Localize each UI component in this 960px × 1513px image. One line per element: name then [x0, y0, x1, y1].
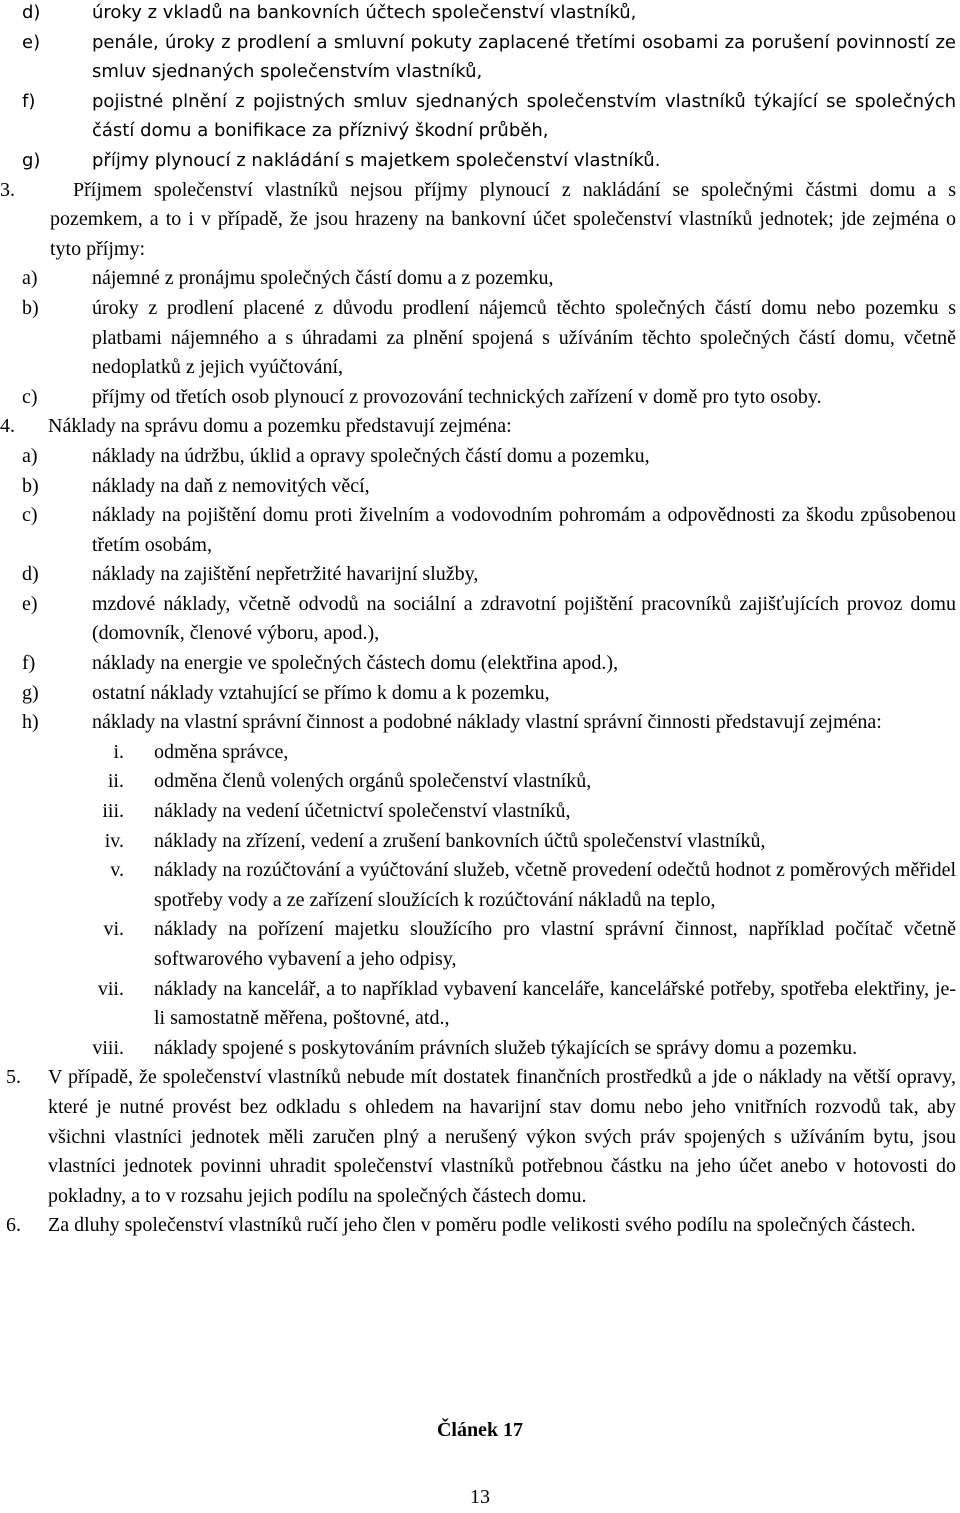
sublist-label: ii. [107, 770, 124, 793]
list-item [22, 383, 956, 413]
sublist-label: i. [113, 740, 124, 763]
sublist-label: iv. [104, 829, 124, 852]
list-label: b) [22, 296, 39, 319]
list-item [22, 649, 956, 679]
list-label: c) [22, 504, 38, 527]
roman-sublist [0, 738, 960, 1064]
section-paragraph [0, 412, 956, 442]
list-label: d) [22, 563, 39, 586]
sublist-label: iii. [102, 800, 124, 823]
list-item [22, 501, 956, 560]
section-2-list [0, 0, 960, 176]
sublist-text: odměna správce, [154, 740, 289, 763]
list-label: a) [22, 444, 38, 467]
list-text: příjmy od třetích osob plynoucí z provozování technických zařízení v domě pro tyto osoby. [92, 385, 822, 408]
sublist-text: náklady na zřízení, vedení a zrušení bankovních účtů společenství vlastníků, [154, 829, 766, 852]
list-text: penále, úroky z prodlení a smluvní pokuty zaplacené třetími osobami za porušení povinností ze smluv sjednaných společenstvím vlastníků, [92, 31, 956, 83]
list-label: e) [22, 31, 41, 53]
sublist-label: vi. [103, 918, 124, 941]
list-item [22, 590, 956, 649]
section-5 [0, 1063, 956, 1211]
sublist-text: náklady na pořízení majetku sloužícího pro vlastní správní činnost, například počítač včetně softwarového vybavení a jeho odpisy, [154, 918, 956, 970]
list-label: g) [22, 681, 39, 704]
sublist-label: viii. [92, 1036, 124, 1059]
list-text: náklady na energie ve společných částech domu (elektřina apod.), [92, 652, 619, 675]
list-item [22, 442, 956, 472]
sublist-item [103, 915, 956, 974]
list-label: c) [22, 385, 38, 408]
list-label: e) [22, 592, 38, 615]
sublist-label: v. [110, 859, 124, 882]
sublist-item [97, 975, 956, 1034]
section-text: Za dluhy společenství vlastníků ručí jeho člen v poměru podle velikosti svého podílu na společných částech. [48, 1214, 916, 1237]
sublist-item [113, 738, 956, 768]
section-4 [0, 412, 960, 1063]
list-label: f) [22, 90, 36, 112]
section-number: 4. [0, 415, 15, 438]
sublist-text: náklady na kancelář, a to například vybavení kanceláře, kancelářské potřeby, spotřeba elektřiny, je-li samostatně měřena, poštovné, atd., [154, 977, 956, 1030]
sublist-label: vii. [97, 977, 124, 1000]
page-number: 13 [470, 1486, 490, 1508]
article-heading: Článek 17 [436, 1419, 524, 1441]
list-text: mzdové náklady, včetně odvodů na sociální a zdravotní pojištění pracovníků zajišťujících provoz domu (domovník, členové výboru, apod.), [92, 592, 956, 645]
list-label: a) [22, 267, 38, 290]
sublist-text: náklady spojené s poskytováním právních služeb týkajících se správy domu a pozemku. [154, 1036, 858, 1059]
list-item [22, 264, 956, 294]
list-item [22, 294, 956, 383]
list-text: nájemné z pronájmu společných částí domu a z pozemku, [92, 267, 554, 290]
sublist-text: odměna členů volených orgánů společenství vlastníků, [154, 770, 592, 793]
list-label: g) [22, 149, 41, 171]
sublist-item [102, 797, 956, 827]
sublist-item [104, 827, 956, 857]
section-text: V případě, že společenství vlastníků nebude mít dostatek finančních prostředků a jde o náklady na větší opravy, které je nutné provést bez odkladu s ohledem na havarijní stav domu nebo jeho vnitřních rozvodů tak, aby všichni vlastníci jednotek měli zaručen plný a nerušený výkon svých práv spojených s užíváním bytu, jsou vlastníci jednotek povinni uhradit společenství vlastníků potřebnou částku na jeho účet anebo v hotovosti do pokladny, a to v rozsahu jejich podílu na společných částech domu. [48, 1066, 956, 1207]
sublist-text: náklady na vedení účetnictví společenství vlastníků, [154, 800, 571, 823]
sublist-item [92, 1034, 956, 1064]
list-text: ostatní náklady vztahující se přímo k domu a k pozemku, [92, 681, 550, 704]
list-item [22, 146, 956, 176]
section-text: Příjmem společenství vlastníků nejsou příjmy plynoucí z nakládání se společnými částmi domu a s pozemkem, a to i v případě, že jsou hrazeny na bankovní účet společenství vlastníků jednotek; jde zejména o tyto příjmy: [50, 178, 956, 260]
list-text: pojistné plnění z pojistných smluv sjednaných společenstvím vlastníků týkající se společných částí domu a bonifikace za příznivý škodní průběh, [92, 90, 956, 142]
section-6 [0, 1211, 956, 1241]
sublist-item [107, 767, 956, 797]
list-item [22, 87, 956, 146]
list-item [22, 472, 956, 502]
list-label: b) [22, 474, 39, 497]
sublist-text: náklady na rozúčtování a vyúčtování služeb, včetně provedení odečtů hodnot z poměrových měřidel spotřeby vody a ze zařízení sloužících k rozúčtování nákladů na teplo, [154, 859, 956, 911]
list-label: f) [22, 652, 36, 675]
list-label: h) [22, 711, 39, 734]
list-text: náklady na daň z nemovitých věcí, [92, 474, 370, 497]
section-3 [0, 176, 960, 413]
list-item [22, 708, 956, 738]
sublist-item [110, 856, 956, 915]
section-paragraph [0, 176, 956, 265]
list-text: příjmy plynoucí z nakládání s majetkem společenství vlastníků. [92, 149, 661, 171]
section-number: 6. [6, 1214, 21, 1237]
section-text: Náklady na správu domu a pozemku představují zejména: [48, 415, 512, 438]
list-text: náklady na údržbu, úklid a opravy společných částí domu a pozemku, [92, 444, 650, 467]
list-item [22, 0, 956, 28]
list-text: náklady na pojištění domu proti živelním a vodovodním pohromám a odpovědnosti za škodu způsobenou třetím osobám, [92, 504, 956, 556]
list-item [22, 560, 956, 590]
list-text: náklady na zajištění nepřetržité havarijní služby, [92, 563, 479, 586]
section-number: 5. [6, 1066, 21, 1089]
list-item [22, 28, 956, 87]
section-number: 3. [0, 178, 15, 201]
list-item [22, 679, 956, 709]
list-text: úroky z vkladů na bankovních účtech společenství vlastníků, [92, 2, 637, 23]
list-label: d) [22, 2, 41, 23]
list-text: úroky z prodlení placené z důvodu prodlení nájemců těchto společných částí domu nebo pozemku s platbami nájemného a s úhradami za plnění spojená s užíváním těchto společných částí domu, včetně nedoplatků z jejich vyúčtování, [92, 296, 956, 379]
list-text: náklady na vlastní správní činnost a podobné náklady vlastní správní činnosti představují zejména: [92, 711, 882, 734]
